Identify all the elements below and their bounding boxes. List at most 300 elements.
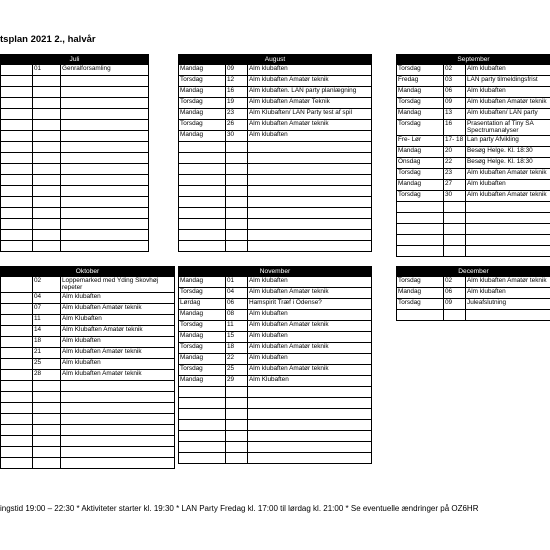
date-cell: 04 [33, 292, 61, 303]
table-row [397, 234, 550, 245]
date-cell: 09 [444, 299, 466, 310]
activity-cell [61, 131, 149, 142]
table-row [179, 131, 372, 142]
day-cell [1, 347, 33, 358]
activity-cell: Besøg Helge. Kl. 18:30 [466, 146, 550, 157]
day-cell [1, 277, 33, 293]
table-row [1, 369, 175, 380]
activity-cell: Alm klubaften Amatør teknik [248, 76, 372, 87]
month-header: December [397, 267, 550, 277]
table-row [397, 299, 550, 310]
day-cell [1, 153, 33, 164]
table-row [1, 446, 175, 457]
day-cell: Torsdag [179, 98, 226, 109]
activity-cell [61, 457, 175, 468]
date-cell: 11 [226, 321, 248, 332]
activity-cell: Alm klubaften Amatør Teknik [248, 98, 372, 109]
day-cell [1, 197, 33, 208]
activity-cell [248, 186, 372, 197]
activity-cell [248, 420, 372, 431]
activity-cell [466, 310, 550, 321]
date-cell: 06 [444, 288, 466, 299]
activity-cell [248, 453, 372, 464]
activity-cell: Alm Klubaften [61, 314, 175, 325]
page-title: tsplan 2021 2., halvår [0, 34, 96, 45]
activity-cell: Alm Klubaften [248, 376, 372, 387]
date-cell [444, 223, 466, 234]
day-cell: Torsdag [397, 120, 444, 136]
day-cell [1, 303, 33, 314]
activity-cell: Alm klubaften Amatør teknik [248, 120, 372, 131]
day-cell [1, 435, 33, 446]
day-cell: Mandag [397, 146, 444, 157]
date-cell: 25 [226, 365, 248, 376]
table-row [179, 175, 372, 186]
table-row [1, 120, 149, 131]
table-row [1, 186, 149, 197]
table-row [1, 277, 175, 293]
date-cell [226, 186, 248, 197]
activity-cell: Alm Klubaften/ LAN Party test af spil [248, 109, 372, 120]
activity-cell: Alm klubaften Amatør teknik [466, 98, 550, 109]
day-cell: Mandag [397, 109, 444, 120]
table-row [179, 354, 372, 365]
activity-cell [61, 219, 149, 230]
activity-cell [61, 208, 149, 219]
date-cell: 16 [444, 120, 466, 136]
activity-cell: Alm klubaften Amatør teknik [248, 365, 372, 376]
table-row [1, 347, 175, 358]
table-row [1, 325, 175, 336]
table-row [179, 98, 372, 109]
table-row [1, 164, 149, 175]
activity-cell [248, 175, 372, 186]
activity-cell [61, 391, 175, 402]
date-cell: 09 [226, 65, 248, 76]
date-cell [33, 391, 61, 402]
month-block-december [396, 266, 550, 321]
table-row [397, 310, 550, 321]
table-row [1, 230, 149, 241]
day-cell [1, 131, 33, 142]
day-cell: Mandag [179, 65, 226, 76]
date-cell: 11 [33, 314, 61, 325]
date-cell: 08 [226, 310, 248, 321]
day-cell [397, 245, 444, 256]
day-cell [179, 420, 226, 431]
date-cell [33, 241, 61, 252]
date-cell [33, 109, 61, 120]
month-block-november [178, 266, 372, 464]
activity-cell: Alm klubaften [466, 288, 550, 299]
day-cell [1, 369, 33, 380]
activity-cell [248, 387, 372, 398]
day-cell: Mandag [179, 277, 226, 288]
activity-cell [61, 87, 149, 98]
date-cell [33, 142, 61, 153]
activity-cell: Alm klubaften [61, 292, 175, 303]
day-cell: Torsdag [179, 321, 226, 332]
day-cell [179, 153, 226, 164]
table-row [179, 321, 372, 332]
date-cell [444, 201, 466, 212]
date-cell [33, 164, 61, 175]
table-row [179, 76, 372, 87]
activity-cell: Alm klubaften/ LAN party [466, 109, 550, 120]
day-cell [1, 208, 33, 219]
day-cell [1, 457, 33, 468]
activity-cell [61, 153, 149, 164]
table-row [179, 420, 372, 431]
table-row [179, 376, 372, 387]
day-cell [179, 431, 226, 442]
date-cell [444, 245, 466, 256]
table-row [179, 87, 372, 98]
table-row [1, 142, 149, 153]
day-cell: Torsdag [397, 299, 444, 310]
date-cell: 18 [226, 343, 248, 354]
activity-cell [248, 442, 372, 453]
activity-cell [61, 142, 149, 153]
activity-cell [248, 219, 372, 230]
day-cell [1, 175, 33, 186]
date-cell [33, 120, 61, 131]
day-cell [1, 87, 33, 98]
day-cell [179, 219, 226, 230]
date-cell [33, 153, 61, 164]
activity-cell [466, 223, 550, 234]
activity-cell [248, 208, 372, 219]
day-cell [179, 241, 226, 252]
activity-cell: Alm klubaften Amatør teknik [61, 369, 175, 380]
table-row [1, 314, 175, 325]
activity-cell: Alm klubaften [248, 277, 372, 288]
date-cell [33, 175, 61, 186]
table-row [397, 288, 550, 299]
footer-note: ingstid 19:00 – 22:30 * Aktiviteter starter kl. 19:30 * LAN Party Fredag kl. 17:00 til lørdag kl. 21:00 * Se eventuelle ændringer på OZ6HR [0, 504, 479, 513]
day-cell [1, 413, 33, 424]
activity-cell [61, 413, 175, 424]
date-cell: 02 [33, 277, 61, 293]
activity-cell: Alm klubaften Amatør teknik [466, 277, 550, 288]
table-row [397, 76, 550, 87]
day-cell: Fredag [397, 76, 444, 87]
date-cell: 28 [33, 369, 61, 380]
table-row [179, 387, 372, 398]
table-row [1, 65, 149, 76]
table-row [179, 288, 372, 299]
table-row [397, 157, 550, 168]
date-cell: 27 [444, 179, 466, 190]
activity-cell [61, 164, 149, 175]
day-cell: Mandag [179, 87, 226, 98]
table-row [1, 109, 149, 120]
activity-cell [61, 120, 149, 131]
table-row [179, 219, 372, 230]
activity-cell: Alm klubaften [466, 87, 550, 98]
day-cell [179, 164, 226, 175]
day-cell [1, 98, 33, 109]
date-cell [33, 131, 61, 142]
activity-cell [248, 398, 372, 409]
day-cell [1, 164, 33, 175]
date-cell: 09 [444, 98, 466, 109]
activity-cell [61, 435, 175, 446]
table-row [397, 190, 550, 201]
table-row [397, 146, 550, 157]
table-row [1, 380, 175, 391]
day-cell [1, 219, 33, 230]
day-cell [179, 409, 226, 420]
activity-cell: Alm klubaften Amatør teknik [61, 303, 175, 314]
day-cell [179, 208, 226, 219]
date-cell [226, 442, 248, 453]
date-cell [33, 208, 61, 219]
day-cell [1, 424, 33, 435]
date-cell: 15 [226, 332, 248, 343]
table-row [1, 413, 175, 424]
activity-cell: Genralforsamling [61, 65, 149, 76]
date-cell [33, 457, 61, 468]
activity-cell [61, 380, 175, 391]
table-row [179, 343, 372, 354]
table-row [397, 168, 550, 179]
date-cell: 30 [444, 190, 466, 201]
table-row [397, 223, 550, 234]
table-row [397, 120, 550, 136]
month-block-juli [0, 54, 149, 252]
month-header: Juli [1, 55, 149, 65]
activity-cell: Alm klubaften. LAN party planlægning [248, 87, 372, 98]
day-cell: Mandag [179, 310, 226, 321]
table-row [1, 208, 149, 219]
date-cell [226, 175, 248, 186]
activity-cell: Alm klubaften Amatør teknik [248, 288, 372, 299]
month-block-oktober [0, 266, 175, 469]
activity-cell: Loppemarked med Yding Skovhøj repeter [61, 277, 175, 293]
month-header: Oktober [1, 267, 175, 277]
date-cell: 21 [33, 347, 61, 358]
activity-cell [248, 409, 372, 420]
activity-cell [61, 186, 149, 197]
month-header: September [397, 55, 550, 65]
table-row [1, 153, 149, 164]
day-cell [1, 292, 33, 303]
day-cell: Mandag [397, 87, 444, 98]
table-row [179, 310, 372, 321]
date-cell: 17- 18 [444, 135, 466, 146]
table-row [1, 98, 149, 109]
activity-cell [61, 197, 149, 208]
day-cell [1, 446, 33, 457]
day-cell [1, 325, 33, 336]
date-cell [33, 435, 61, 446]
date-cell: 14 [33, 325, 61, 336]
date-cell: 23 [444, 168, 466, 179]
date-cell [33, 402, 61, 413]
day-cell: Mandag [397, 179, 444, 190]
table-row [179, 109, 372, 120]
table-row [1, 219, 149, 230]
table-row [1, 424, 175, 435]
table-row [397, 179, 550, 190]
date-cell [33, 413, 61, 424]
day-cell [1, 241, 33, 252]
day-cell: Torsdag [179, 365, 226, 376]
date-cell: 30 [226, 131, 248, 142]
day-cell: Mandag [179, 109, 226, 120]
table-row [397, 98, 550, 109]
date-cell [226, 453, 248, 464]
activity-cell: Lan party Afvikling [466, 135, 550, 146]
activity-cell [248, 230, 372, 241]
activity-cell: Besøg Helge. Kl. 18:30 [466, 157, 550, 168]
activity-cell: Alm klubaften Amatør teknik [466, 168, 550, 179]
activity-cell [61, 98, 149, 109]
day-cell [179, 230, 226, 241]
table-row [179, 365, 372, 376]
date-cell [226, 398, 248, 409]
table-row [1, 358, 175, 369]
date-cell [33, 197, 61, 208]
date-cell: 22 [444, 157, 466, 168]
table-row [1, 402, 175, 413]
day-cell [179, 453, 226, 464]
table-row [179, 398, 372, 409]
day-cell: Torsdag [397, 98, 444, 109]
date-cell: 19 [226, 98, 248, 109]
activity-cell: Prasentation af Tiny SA Spectrumanalyser [466, 120, 550, 136]
date-cell [226, 241, 248, 252]
date-cell [226, 142, 248, 153]
table-row [179, 332, 372, 343]
day-cell [179, 175, 226, 186]
day-cell: Mandag [179, 332, 226, 343]
day-cell [1, 358, 33, 369]
day-cell [397, 201, 444, 212]
date-cell: 02 [444, 65, 466, 76]
month-header: November [179, 267, 372, 277]
date-cell [33, 87, 61, 98]
table-row [1, 457, 175, 468]
date-cell [226, 230, 248, 241]
date-cell [226, 420, 248, 431]
month-block-september [396, 54, 550, 257]
activity-cell [61, 446, 175, 457]
table-row [179, 442, 372, 453]
day-cell: Torsdag [397, 168, 444, 179]
table-row [397, 109, 550, 120]
table-row [179, 409, 372, 420]
date-cell [33, 230, 61, 241]
day-cell [1, 380, 33, 391]
day-cell [1, 391, 33, 402]
activity-cell [248, 197, 372, 208]
activity-cell [61, 402, 175, 413]
month-block-august [178, 54, 372, 252]
date-cell [226, 387, 248, 398]
table-row [397, 65, 550, 76]
activity-cell: Alm klubaften [248, 310, 372, 321]
table-row [179, 241, 372, 252]
table-row [397, 245, 550, 256]
date-cell [226, 208, 248, 219]
table-row [179, 186, 372, 197]
day-cell [397, 212, 444, 223]
day-cell: Torsdag [179, 76, 226, 87]
day-cell: Mandag [179, 354, 226, 365]
day-cell [1, 120, 33, 131]
activity-cell [248, 153, 372, 164]
table-row [179, 431, 372, 442]
date-cell: 23 [226, 109, 248, 120]
date-cell [33, 424, 61, 435]
day-cell: Torsdag [397, 190, 444, 201]
table-row [1, 241, 149, 252]
table-row [179, 299, 372, 310]
activity-cell [61, 175, 149, 186]
day-cell [1, 336, 33, 347]
activity-cell: Hamspirit Træf i Odense? [248, 299, 372, 310]
date-cell [33, 219, 61, 230]
table-row [179, 153, 372, 164]
day-cell [179, 186, 226, 197]
activity-cell: Alm klubaften [248, 131, 372, 142]
activity-cell [61, 424, 175, 435]
activity-cell: Alm klubaften Amatør teknik [466, 190, 550, 201]
activity-cell: Alm klubaften Amatør teknik [248, 321, 372, 332]
table-row [1, 303, 175, 314]
table-row [179, 277, 372, 288]
activity-cell [248, 164, 372, 175]
date-cell: 12 [226, 76, 248, 87]
date-cell: 01 [33, 65, 61, 76]
activity-cell: Alm klubaften [248, 354, 372, 365]
activity-cell: Alm klubaften [466, 179, 550, 190]
activity-cell: Alm klubaften [466, 65, 550, 76]
date-cell: 22 [226, 354, 248, 365]
day-cell [1, 314, 33, 325]
table-row [397, 87, 550, 98]
date-cell: 02 [444, 277, 466, 288]
date-cell: 06 [444, 87, 466, 98]
date-cell [33, 76, 61, 87]
table-row [179, 164, 372, 175]
table-row [179, 453, 372, 464]
date-cell [444, 212, 466, 223]
date-cell [226, 197, 248, 208]
date-cell [226, 164, 248, 175]
date-cell: 13 [444, 109, 466, 120]
day-cell [397, 223, 444, 234]
date-cell: 18 [33, 336, 61, 347]
activity-cell [61, 109, 149, 120]
table-row [179, 230, 372, 241]
date-cell: 01 [226, 277, 248, 288]
day-cell: Mandag [179, 376, 226, 387]
date-cell [226, 219, 248, 230]
table-row [397, 201, 550, 212]
table-row [1, 175, 149, 186]
activity-cell: Alm Klubaften Amatør teknik [61, 325, 175, 336]
table-row [179, 142, 372, 153]
day-cell [1, 230, 33, 241]
table-row [1, 292, 175, 303]
day-cell [1, 76, 33, 87]
day-cell [179, 442, 226, 453]
activity-cell: Alm klubaften [61, 336, 175, 347]
date-cell [33, 446, 61, 457]
